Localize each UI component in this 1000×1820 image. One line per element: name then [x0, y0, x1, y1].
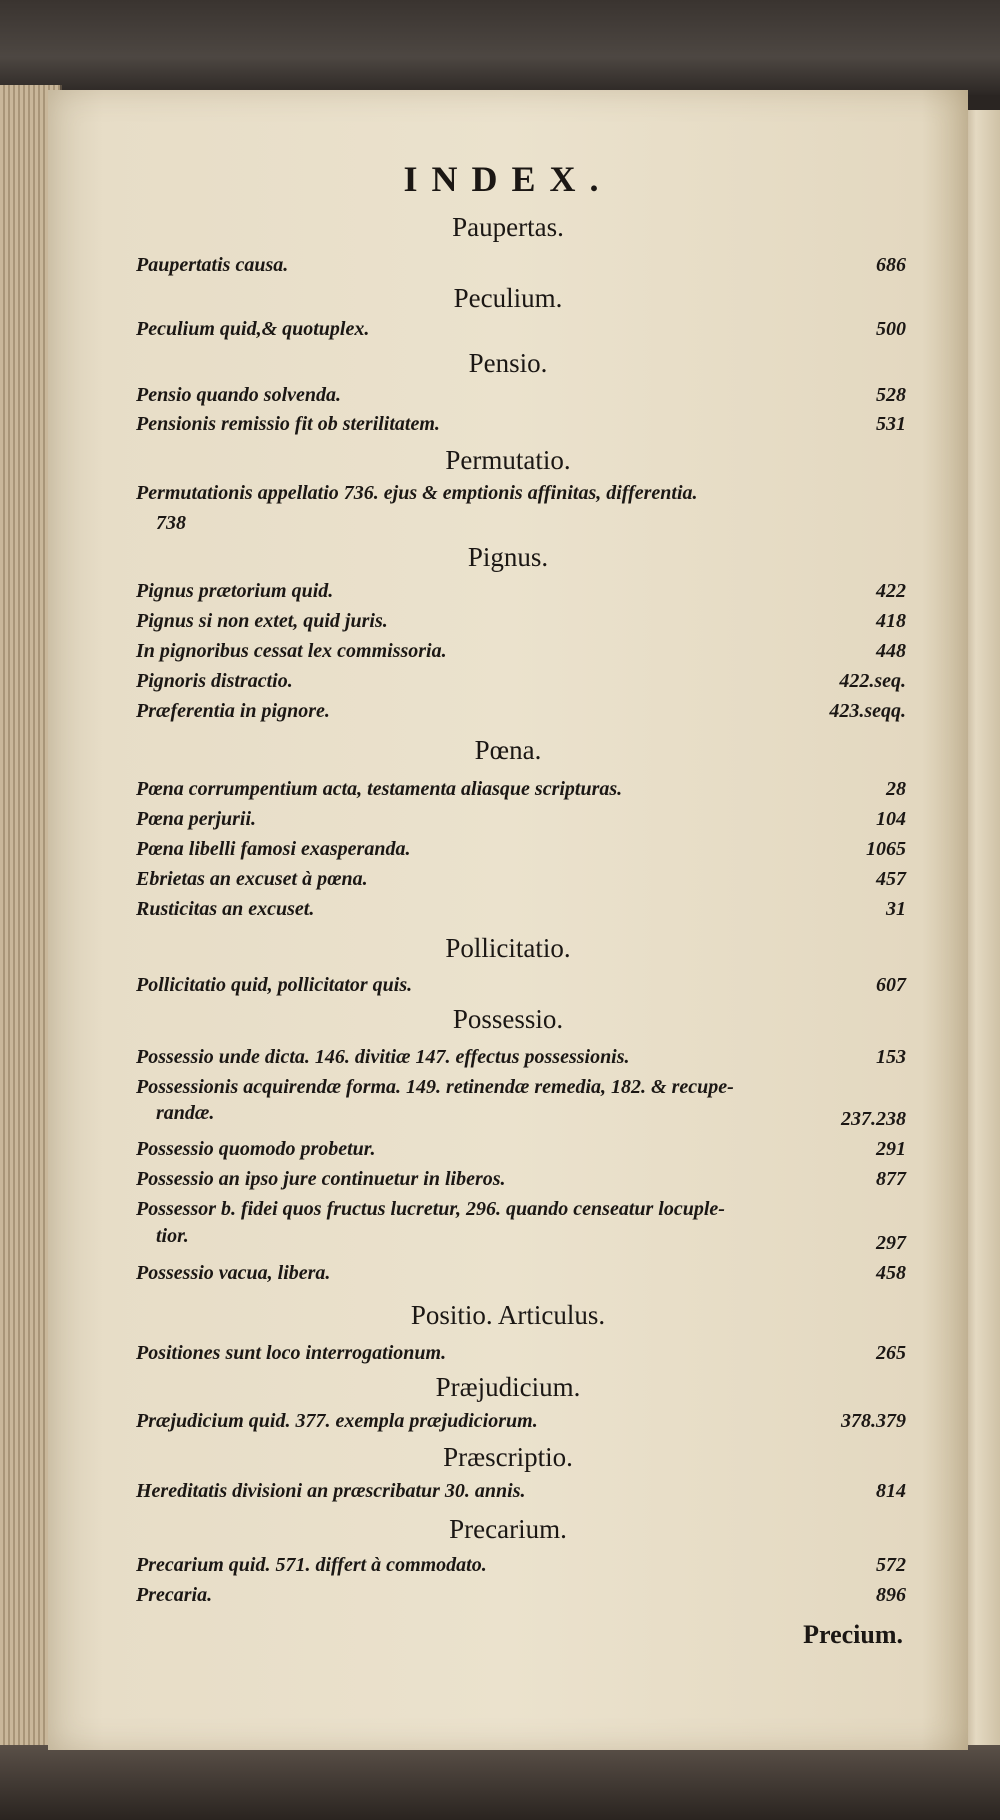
- running-title: INDEX.: [403, 159, 613, 199]
- index-entry: Possessor b. fidei quos fructus lucretur, 296. quando censeatur locuple-: [136, 1198, 725, 1220]
- index-entry: In pignoribus cessat lex commissoria. 448: [136, 640, 906, 662]
- index-entry: Hereditatis divisioni an præscribatur 30. annis. 814: [136, 1480, 906, 1502]
- index-entry: Pœna corrumpentium acta, testamenta aliasque scripturas. 28: [136, 778, 906, 800]
- section-heading: Pignus.: [467, 542, 549, 572]
- section-heading: Possessio.: [452, 1004, 564, 1034]
- entry-continuation: 738: [156, 512, 186, 534]
- index-entry: Positiones sunt loco interrogationum. 265: [136, 1342, 906, 1364]
- index-entry: Pignus prætorium quid. 422: [136, 580, 906, 602]
- index-entry: 297: [876, 1232, 906, 1254]
- index-entry: Possessio an ipso jure continuetur in liberos. 877: [136, 1168, 906, 1190]
- index-entry: Precaria. 896: [136, 1584, 906, 1606]
- index-entry: Pignus si non extet, quid juris. 418: [136, 610, 906, 632]
- index-entry: Pensionis remissio fit ob sterilitatem. 531: [136, 413, 906, 435]
- book-spine-top: [0, 0, 1000, 95]
- index-entry: Pœna libelli famosi exasperanda. 1065: [136, 838, 906, 860]
- index-entry: Possessio vacua, libera. 458: [136, 1262, 906, 1284]
- index-entry: Possessionis acquirendæ forma. 149. retinendæ remedia, 182. & recupe-: [136, 1076, 734, 1098]
- index-entry: Præjudicium quid. 377. exempla præjudiciorum. 378.379: [136, 1410, 906, 1432]
- index-entry: Rusticitas an excuset. 31: [136, 898, 906, 920]
- index-entry: Pensio quando solvenda. 528: [136, 384, 906, 406]
- section-heading: Permutatio.: [445, 445, 571, 475]
- index-entry: Pœna perjurii. 104: [136, 808, 906, 830]
- index-entry: Paupertatis causa. 686: [136, 254, 906, 276]
- catchword: Precium.: [803, 1620, 903, 1649]
- index-entry: Possessio quomodo probetur. 291: [136, 1138, 906, 1160]
- section-heading: Pollicitatio.: [445, 933, 571, 963]
- index-page: [48, 90, 968, 1750]
- section-heading: Paupertas.: [452, 212, 564, 242]
- index-entry: Ebrietas an excuset à pœna. 457: [136, 868, 906, 890]
- section-heading: Pensio.: [468, 348, 548, 378]
- index-entry: Pignoris distractio. 422.seq.: [136, 670, 906, 692]
- section-heading: Præjudicium.: [435, 1372, 581, 1402]
- index-entry: Precarium quid. 571. differt à commodato. 572: [136, 1554, 906, 1576]
- section-heading: Præscriptio.: [443, 1442, 573, 1472]
- index-entry: Præferentia in pignore. 423.seqq.: [136, 700, 906, 722]
- entry-continuation: randæ.: [156, 1102, 215, 1124]
- index-entry: Permutationis appellatio 736. ejus & emptionis affinitas, differentia.: [136, 482, 698, 504]
- index-entry: Peculium quid,& quotuplex. 500: [136, 318, 906, 340]
- index-entry: Possessio unde dicta. 146. divitiæ 147. effectus possessionis. 153: [136, 1046, 906, 1068]
- entry-continuation: tior.: [156, 1225, 189, 1247]
- section-heading: Precarium.: [449, 1514, 567, 1544]
- section-heading: Peculium.: [453, 283, 563, 313]
- section-heading: Pœna.: [474, 735, 542, 765]
- index-entry: Pollicitatio quid, pollicitator quis. 607: [136, 974, 906, 996]
- section-heading: Positio. Articulus.: [410, 1300, 606, 1330]
- book-cover-bottom: [0, 1745, 1000, 1820]
- index-entry: 237.238: [841, 1108, 906, 1130]
